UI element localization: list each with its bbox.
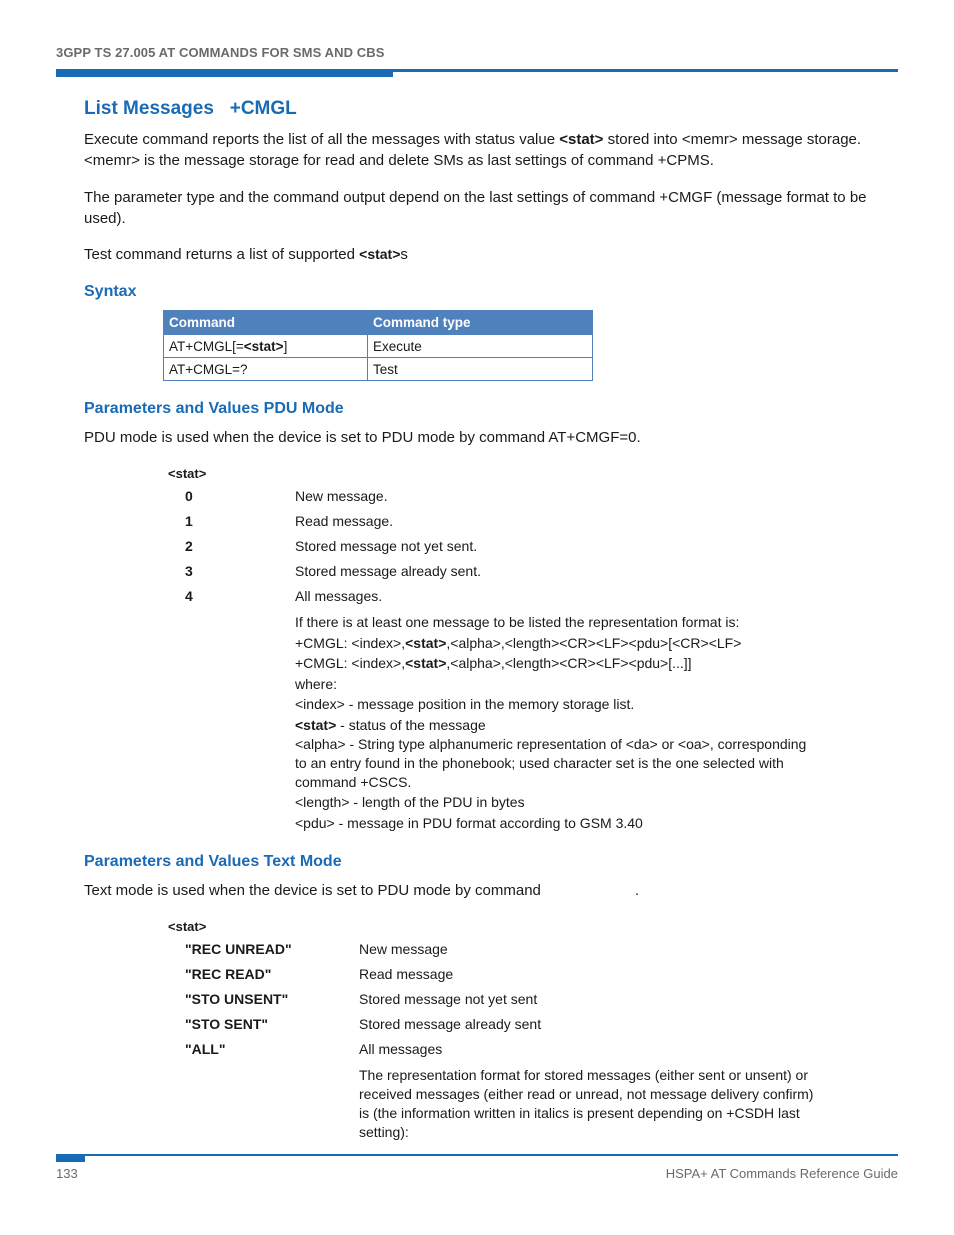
syntax-table [163,310,593,381]
text-param-name: <stat> [168,919,207,934]
text-mode-intro: Text mode is used when the device is set to PDU mode by command . [84,882,640,899]
intro-paragraph-1: Execute command reports the list of all the messages with status value <stat> stored into <memr> message storage. <memr> is the message storage for read and delete SMs as last settings of command +CPMS. [84,131,862,169]
text-value: "REC UNREAD" [185,941,292,957]
text-value: "STO SENT" [185,1016,269,1032]
alpha-desc: <alpha> - String type alphanumeric representation of <da> or <oa>, corresponding to an entry found in the phonebook; used character set is the one selected with command +CSCS. [295,736,807,790]
syntax-table-header-row [164,311,593,335]
text-value-desc: All messages [359,1041,443,1057]
stat-desc: <stat> - status of the message [295,716,486,733]
pdu-mode-heading: Parameters and Values PDU Mode [84,400,344,417]
pdu-value-desc: Stored message already sent. [295,563,481,579]
pdu-mode-intro: PDU mode is used when the device is set to PDU mode by command AT+CMGF=0. [84,429,641,446]
text-value-desc: Read message [359,966,454,982]
pdu-value: 2 [185,538,193,554]
pdu-value: 0 [185,488,193,504]
pdu-format-description [295,612,835,833]
header-rule-accent [56,69,393,77]
intro-paragraph-2: The parameter type and the command output depend on the last settings of command +CMGF (message format to be used). [84,189,867,227]
column-header-command-type: Command type [368,311,593,335]
length-desc: <length> - length of the PDU in bytes [295,794,525,810]
running-header: 3GPP TS 27.005 AT COMMANDS FOR SMS AND CBS [56,45,385,60]
text-value-desc: Stored message not yet sent [359,991,538,1007]
command-cell: AT+CMGL=? [164,358,368,381]
column-header-command: Command [164,311,368,335]
pdu-value-desc: Read message. [295,513,394,529]
footer-guide-title: HSPA+ AT Commands Reference Guide [665,1166,898,1181]
text-mode-heading: Parameters and Values Text Mode [84,853,342,870]
command-type-cell: Execute [368,335,593,358]
pdu-value-desc: New message. [295,488,388,504]
pdu-value: 3 [185,563,193,579]
format-line: +CMGL: <index>,<stat>,<alpha>,<length><CR><LF><pdu>[<CR><LF> [295,634,742,651]
page-number: 133 [56,1166,78,1181]
text-value-desc: Stored message already sent [359,1016,542,1032]
pdu-value-desc: All messages. [295,588,383,604]
pdu-param-name: <stat> [168,466,207,481]
text-value: "REC READ" [185,966,272,982]
footer-rule [56,1154,898,1156]
command-cell: AT+CMGL[=<stat>] [164,335,368,358]
pdu-value: 4 [185,588,193,604]
text-value: "STO UNSENT" [185,991,289,1007]
command-type-cell: Test [368,358,593,381]
where-line: where: [295,675,338,692]
pdu-desc: <pdu> - message in PDU format according to GSM 3.40 [295,814,643,831]
text-value-desc: New message [359,941,448,957]
pdu-value-desc: Stored message not yet sent. [295,538,478,554]
index-desc: <index> - message position in the memory storage list. [295,696,635,712]
intro-paragraph-3: Test command returns a list of supported <stat>s [84,246,408,263]
table-row [164,358,593,381]
format-line: +CMGL: <index>,<stat>,<alpha>,<length><CR><LF><pdu>[...]] [295,655,692,671]
table-row [164,335,593,358]
syntax-heading: Syntax [84,283,137,300]
section-title: List Messages +CMGL [84,98,297,119]
format-intro-line: If there is at least one message to be listed the representation format is: [295,614,740,630]
footer-rule-accent [56,1154,85,1162]
text-value: "ALL" [185,1041,226,1057]
pdu-value: 1 [185,513,193,529]
text-format-description: The representation format for stored messages (either sent or unsent) or received messages (either read or unread, not message delivery confirm) is (the information written in italics is present depending on +CSDH last setting): [359,1067,814,1140]
